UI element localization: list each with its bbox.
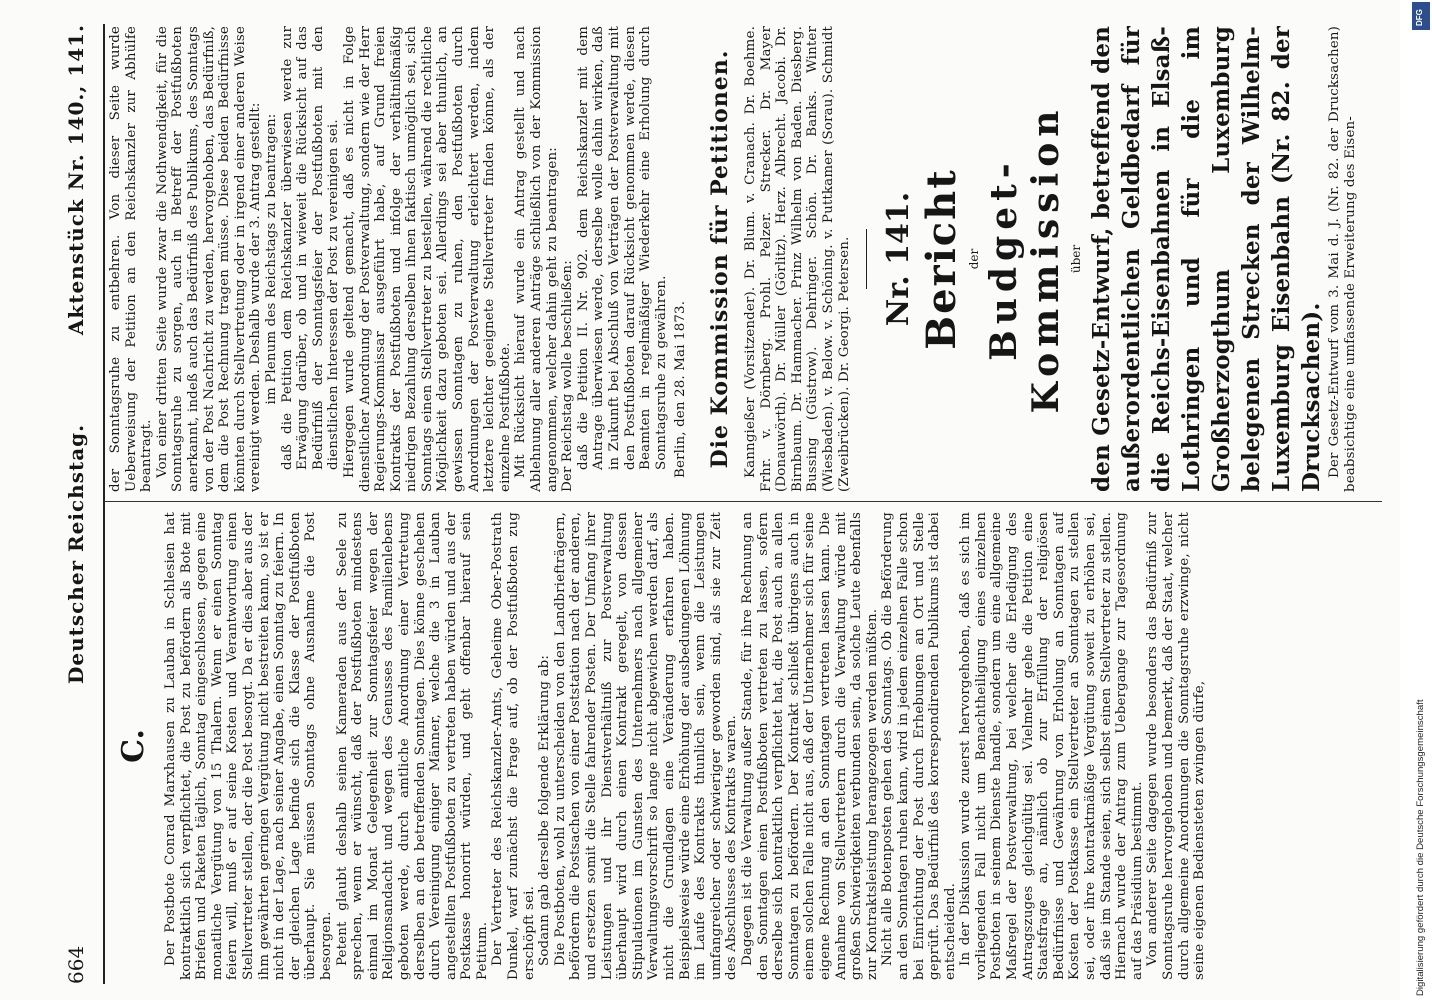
running-title: Deutscher Reichstag. (64, 423, 88, 684)
report-subject: den Gesetz-Entwurf, betreffend den außerordentlichen Geldbedarf für die Reichs-Eisenbahnen in Elsaß-Lothringen und für die im Großherzogthum Luxemburg belegenen Strecken der Wilhelm-Luxemburg Eisenbahn (Nr. 82. der Drucksachen). (1088, 26, 1326, 492)
right-column (108, 26, 1390, 492)
left-column (108, 512, 1390, 980)
credit-text: Digitalisierung gefördert durch die Deutsche Forschungsgemeinschaft (1415, 699, 1426, 996)
commission-name: Budget-Kommission (983, 104, 1068, 414)
header-rule (103, 24, 105, 984)
paragraph: Der Gesetz-Entwurf vom 3. Mai d. J. (Nr. 82. der Drucksachen) beabsichtige eine umfassende Erweiterung des Eisen- (1327, 26, 1358, 492)
section-letter: C. (116, 729, 151, 763)
document-number: Aktenstück Nr. 140., 141. (64, 24, 88, 336)
report-heading: Bericht (918, 168, 966, 350)
digitization-credit (1414, 6, 1428, 996)
paragraph: Mit Rücksicht hierauf wurde ein Antrag gestellt und nach Ablehnung aller anderen Anträge schließlich von der Kommission angenommen, welcher dahin geht zu beantragen: (513, 26, 560, 492)
paragraph: Der Postbote Conrad Marxhausen zu Lauban in Schlesien hat kontraktlich sich verpflichtet, die Post zu befördern als Bote mit Briefen und Paketen täglich, Sonntag eingeschlossen, gegen eine monatliche Vergütung von 15 Thalern. Wenn er einen Sonntag feiern will, muß er auf seine Kosten und Verantwortung einen Stellvertreter stellen, der die Post besorgt. Da er dies aber aus der ihm gewährten geringen Vergütung nicht bestreiten kann, so ist er nicht in der Lage, nach seiner Angabe, einen Sonntag zu feiern. In der gleichen Lage befinde sich die Klasse der Postfußboten überhaupt. Sie müssen Sonntags ohne Ausnahme die Post besorgen. (163, 512, 334, 980)
paragraph: Dagegen ist die Verwaltung außer Stande, für ihre Rechnung an den Sonntagen einen Postfußboten vertreten zu lassen, sofern derselbe sich kontraktlich verpflichtet hat, die Post auch an allen Sonntagen zu befördern. Der Kontrakt schließt übrigens auch in einem solchen Falle nicht aus, daß der Unternehmer sich für seine eigene Rechnung an den Sonntagen vertreten lassen kann. Die Annahme von Stellvertretern durch die Verwaltung würde mit großen Schwierigkeiten verbunden sein, da solche Leute ebenfalls zur Kontraktsleistung herangezogen werden müßten. (739, 512, 880, 980)
paragraph: Von einer dritten Seite wurde zwar die Nothwendigkeit, für die Sonntagsruhe zu sorgen, auch in Betreff der Postfußboten anerkannt, indeß auch das Bedürfniß des Publikums, des Sonntags von der Post Nachricht zu werden, hervorgehoben, das Bedürfniß, dem die Post Rechnung tragen müsse. Diese beiden Bedürfnisse könnten durch Stellvertretung oder in irgend einer anderen Weise vereinigt werden. Deshalb wurde der 3. Antrag gestellt: (154, 26, 264, 492)
paragraph: der Sonntagsruhe zu entbehren. Von dieser Seite wurde Ueberweisung der Petition an den Reichskanzler zur Abhülfe beantragt. (108, 26, 155, 492)
dfg-logo-icon (1412, 2, 1430, 30)
paragraph: Der Vertreter des Reichskanzler-Amts, Geheime Ober-Postrath Dunkel, warf zunächst die Frage auf, ob der Postfußboten zug erschöpft sei. (490, 512, 537, 980)
der-word: der (967, 248, 982, 270)
dfg-credit-strip (1410, 0, 1432, 1000)
motion-intro: im Plenum des Reichstags zu beantragen: (263, 113, 279, 405)
paragraph: Von anderer Seite dagegen wurde besonders das Bedürfniß zur Sonntagsruhe hervorgehoben und bemerkt, daß der Staat, welcher durch allgemeine Anordnungen die Sonntagsruhe erzwinge, nicht seine eigenen Bediensteten zwingen dürfe, (1145, 512, 1208, 980)
paragraph: Petent glaubt deshalb seinen Kameraden aus der Seele zu sprechen, wenn er wünscht, daß der Postfußboten mindestens einmal im Monat Gelegenheit zur Sonntagsfeier wegen der Religionsandacht und wegen des Genusses des Familienlebens geboten werde, durch amtliche Anordnung einer Vertretung derselben an den betreffenden Sonntagen. Dies könne geschehen durch Vereinigung einiger Männer, welche die 3 in Lauban angestellten Postfußboten zu vertreten haben würden und aus der Postkasse honorirt würden, und geht offenbar hierauf sein Petitum. (334, 512, 490, 980)
paragraph: In der Diskussion wurde zuerst hervorgehoben, daß es sich im vorliegenden Fall nicht um Benachtheiligung eines einzelnen Postboten in seinem Dienste handle, sondern um eine allgemeine Maßregel der Postverwaltung, bei welcher die Erledigung des Antragszuges gleichgültig sei. Vielmehr gehe die Petition eine Staatsfrage an, nämlich ob zur Erfüllung der religiösen Bedürfnisse und Gewährung von Erholung an Sonntagen auf Kosten der Postkasse ein Stellvertreter an Sonntagen zu stellen sei, oder ihre kontraktmäßige Vergütung soweit zu erhöhen sei, daß sie im Stande seien, sich selbst einen Stellvertreter zu stellen. Hiernach wurde der Antrag zum Uebergange zur Tagesordnung auf das Präsidium bestimmt. (958, 512, 1145, 980)
date-line: Berlin, den 28. Mai 1873. (673, 300, 689, 478)
column-divider (104, 501, 1382, 502)
commission-title: Die Kommission für Petitionen. (706, 49, 733, 469)
resolution-text: daß die Petition II. Nr. 902. dem Reichskanzler mit dem Antrage überwiesen werde, derselbe wolle dahin wirken, daß in Zukunft bei Abschluß von Verträgen der Postverwaltung mit den Postfußboten darauf Rücksicht genommen werde, diesen Beamten in regelmäßiger Wiederkehr eine Erholung durch Sonntagsruhe zu gewähren. (575, 26, 669, 470)
ueber-word: über (1069, 244, 1084, 274)
paragraph: Der Reichstag wolle beschließen: (560, 260, 576, 492)
member-list: Kanngießer (Vorsitzender). Dr. Blum. v. Cranach. Dr. Boehme. Frhr. v. Dörnberg. Prohl. Pelzer. Strecker. Dr. Mayer (Donauwörth). Dr. Müller (Görlitz). Herz. Albrecht. Jacobi. Dr. Birnbaum. Dr. Hammacher. Prinz Wilhelm von Baden. Diesberg. Bussing (Güstrow). Dehringer. Schön. Dr. Banks. Winter (Wiesbaden). v. Below. v. Schöning. v. Puttkamer (Sorau). Schmidt (Zweibrücken). Dr. Georgi. Petersen. (742, 26, 852, 492)
page-header (62, 24, 102, 984)
report-number: Nr. 141. (881, 191, 917, 327)
page-number: 664 (64, 945, 88, 984)
motion-text: daß die Petition dem Reichskanzler überwiesen werde zur Erwägung darüber, ob und in wieweit die Rücksicht auf das Bedürfniß der Sonntagsfeier der Postfußboten mit den dienstlichen Interessen der Post zu vereinigen sei. (279, 26, 342, 470)
separator-rule (866, 229, 867, 289)
paragraph: Nicht alle Botenposten gehen des Sonntags. Ob die Beförderung an den Sonntagen ruhen kann, wird in jedem einzelnen Falle schon bei Einrichtung der Post durch Erhebungen an Ort und Stelle geprüft. Das Bedürfniß des korrespondirenden Publikums ist dabei entscheidend. (880, 512, 958, 980)
paragraph: Sodann gab derselbe folgende Erklärung ab: (537, 655, 553, 966)
paragraph: Hiergegen wurde geltend gemacht, daß es nicht in Folge dienstlicher Anordnung der Postverwaltung, sondern wie der Herr Regierungs-Kommissar ausgeführt habe, auf Grund freien Kontrakts der Postfußboten und infolge der verhältnißmäßig niedrigen Bezahlung derselben ihnen faktisch unmöglich sei, sich Sonntags einen Stellvertreter zu bestellen, während die rechtliche Möglichkeit dazu geboten sei. Allerdings sei aber thunlich, an gewissen Sonntagen zu ruhen, den Postfußboten durch Anordnungen der Postverwaltung erleichtert werden, indem letztere leichter geeignete Stellvertreter finden könne, als der einzelne Postfußbote. (341, 26, 513, 492)
paragraph: Die Postboten, wohl zu unterscheiden von den Landbriefträgern, befördern die Postsachen von einer Poststation nach der anderen, und ersetzen somit die Stelle fahrender Posten. Der Umfang ihrer Leistungen und ihr Dienstverhältniß zur Postverwaltung überhaupt wird durch einen Kontrakt geregelt, von dessen Stipulationen im Gunsten des Unternehmers nach allgemeiner Verwaltungsvorschrift so lange nicht abgewichen werden darf, als nicht die Grundlagen eine Veränderung erfahren haben. Beispielsweise würde eine Erhöhung der ausbedungenen Löhnung im Laufe des Kontrakts thunlich sein, wenn die Leistungen umfangreicher oder schwieriger geworden sind, als sie zur Zeit des Abschlusses des Kontrakts waren. (552, 512, 740, 980)
dfg-logo-text: DFG (1415, 9, 1424, 26)
